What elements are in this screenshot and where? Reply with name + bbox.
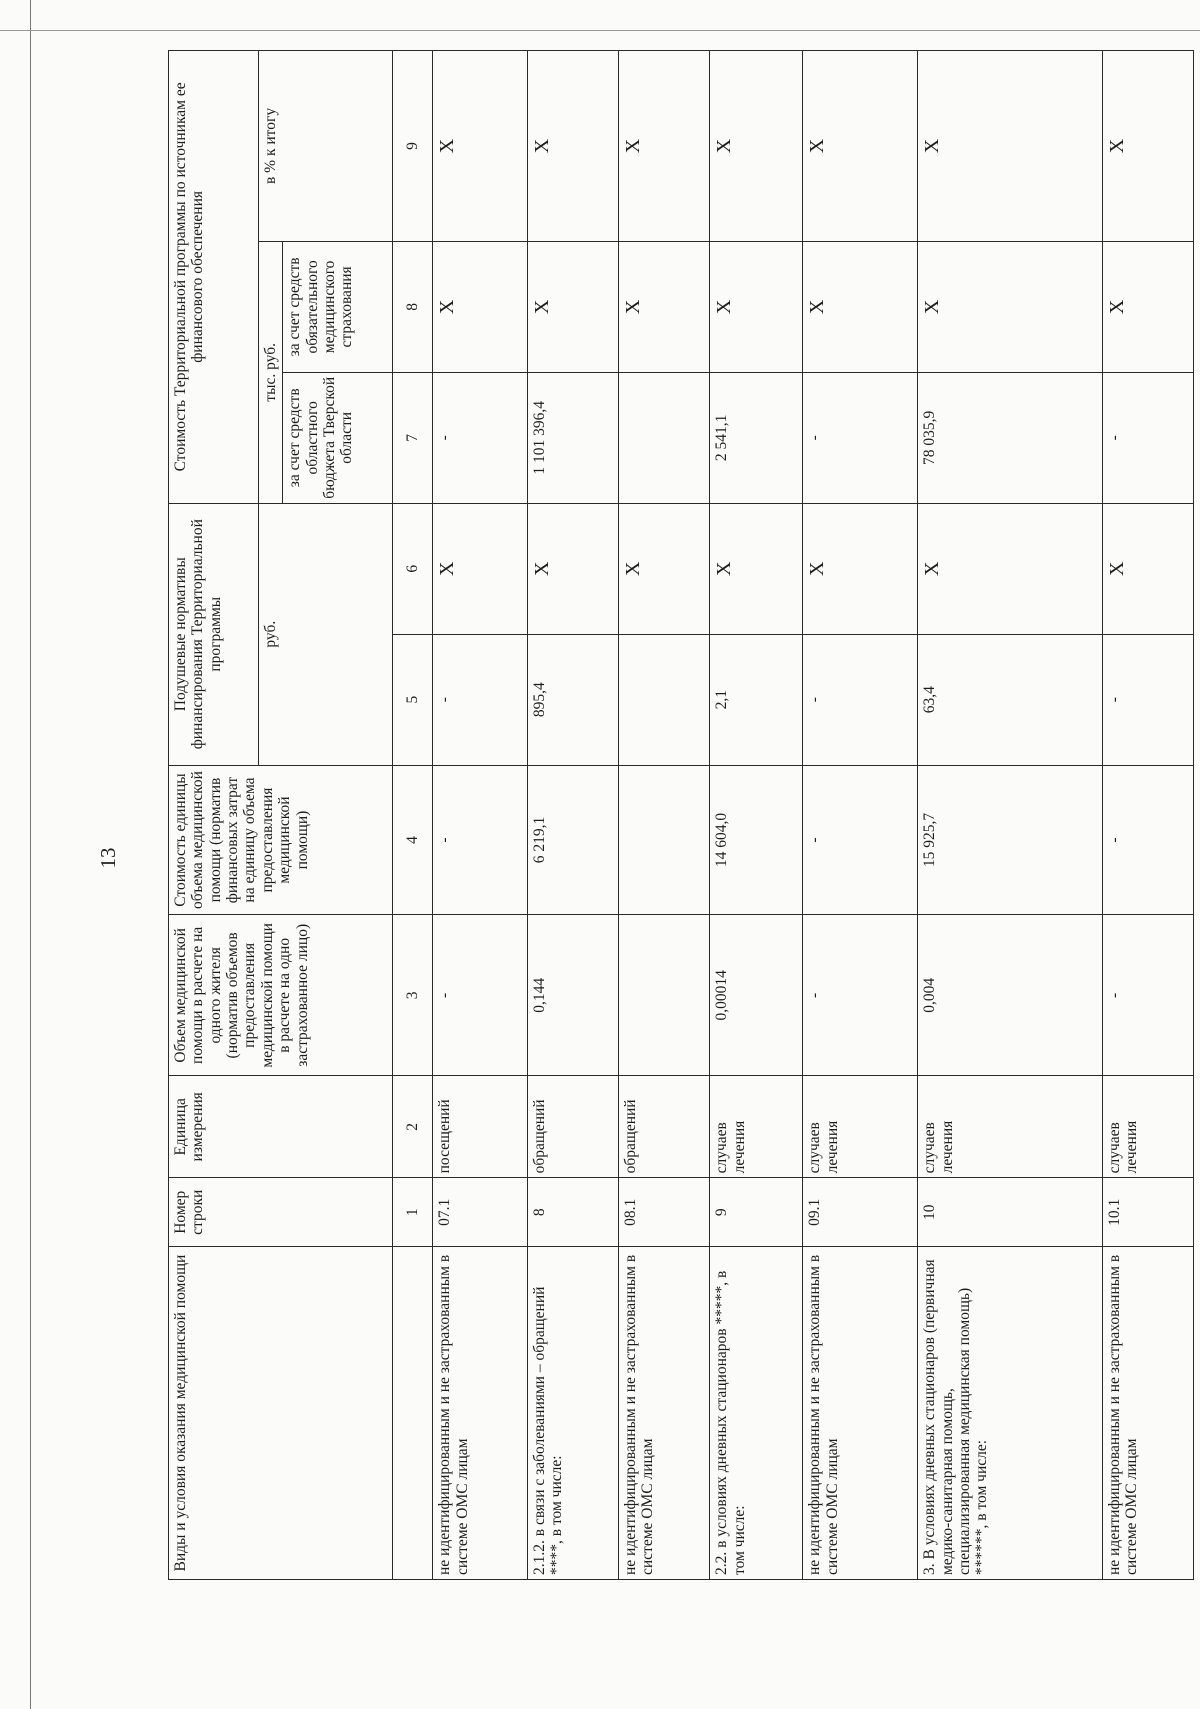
medical-care-table	[168, 50, 1194, 1580]
row-name: 3. В условиях дневных стационаров (первичная медико-санитарная помощь, специализированная медицинская помощь) ******, в том числе:	[918, 1247, 1102, 1580]
row-number: 9	[710, 1178, 803, 1247]
col-number-3: 3	[393, 915, 433, 1076]
row-number: 10.1	[1102, 1178, 1193, 1247]
header-cost: Стоимость Территориальной программы по источникам ее финансового обеспечения	[169, 51, 259, 504]
row-number: 10	[918, 1178, 1102, 1247]
row-percent: X	[433, 51, 527, 242]
table-row	[433, 51, 527, 1580]
row-volume: -	[433, 915, 527, 1076]
row-volume: -	[803, 915, 918, 1076]
row-volume: 0,144	[527, 915, 618, 1076]
row-cost-budget: -	[1102, 372, 1193, 503]
row-cost-oms: X	[433, 241, 527, 372]
scan-edge-line	[30, 0, 31, 1709]
row-pc-oms: X	[619, 503, 710, 634]
row-percent: X	[527, 51, 618, 242]
row-percent: X	[619, 51, 710, 242]
row-pc-oms: X	[918, 503, 1102, 634]
row-unit: случаев лечения	[710, 1076, 803, 1178]
row-name: не идентифицированным и не застрахованным в системе ОМС лицам	[803, 1247, 918, 1580]
header-cost-budget: за счет средств областного бюджета Тверской области	[283, 372, 393, 503]
row-pc-budget: -	[803, 634, 918, 765]
header-unit: Единица измерения	[169, 1076, 393, 1178]
table-row	[619, 51, 710, 1580]
row-unit: обращений	[619, 1076, 710, 1178]
row-unit-cost: 15 925,7	[918, 765, 1102, 915]
row-cost-budget: -	[433, 372, 527, 503]
row-percent: X	[1102, 51, 1193, 242]
column-numbers-row	[393, 51, 433, 1580]
row-percent: X	[918, 51, 1102, 242]
header-cost-oms: за счет средств обязательного медицинского страхования	[283, 241, 393, 372]
row-pc-budget: -	[1102, 634, 1193, 765]
row-cost-oms: X	[619, 241, 710, 372]
header-percent: в % к итогу	[259, 51, 393, 242]
row-cost-budget: 78 035,9	[918, 372, 1102, 503]
row-unit: случаев лечения	[803, 1076, 918, 1178]
row-cost-oms: X	[527, 241, 618, 372]
row-pc-budget: 2,1	[710, 634, 803, 765]
header-kinds: Виды и условия оказания медицинской помощи	[169, 1247, 393, 1580]
header-volume: Объем медицинской помощи в расчете на одного жителя (норматив объемов предоставления медицинской помощи в расчете на одно застрахованное лицо)	[169, 915, 393, 1076]
row-unit: случаев лечения	[1102, 1076, 1193, 1178]
row-name: 2.1.2. в связи с заболеваниями – обращений ****, в том числе:	[527, 1247, 618, 1580]
row-pc-oms: X	[1102, 503, 1193, 634]
row-number: 07.1	[433, 1178, 527, 1247]
table-row	[1102, 51, 1193, 1580]
row-cost-oms: X	[803, 241, 918, 372]
col-number-9: 9	[393, 51, 433, 242]
row-unit: случаев лечения	[918, 1076, 1102, 1178]
row-unit-cost: 14 604,0	[710, 765, 803, 915]
row-cost-budget: 2 541,1	[710, 372, 803, 503]
row-pc-budget: 895,4	[527, 634, 618, 765]
row-pc-budget	[619, 634, 710, 765]
row-unit: посещений	[433, 1076, 527, 1178]
page-number: 13	[96, 847, 120, 869]
row-unit-cost: -	[803, 765, 918, 915]
row-cost-budget: 1 101 396,4	[527, 372, 618, 503]
row-cost-oms: X	[710, 241, 803, 372]
row-pc-oms: X	[433, 503, 527, 634]
row-unit-cost	[619, 765, 710, 915]
table-row	[710, 51, 803, 1580]
row-name: не идентифицированным и не застрахованным в системе ОМС лицам	[1102, 1247, 1193, 1580]
row-volume: -	[1102, 915, 1193, 1076]
row-unit: обращений	[527, 1076, 618, 1178]
header-cost-unit: тыс. руб.	[259, 241, 283, 503]
row-volume: 0,00014	[710, 915, 803, 1076]
col-number-4: 4	[393, 765, 433, 915]
col-number-2: 2	[393, 1076, 433, 1178]
row-pc-oms: X	[803, 503, 918, 634]
row-pc-budget: 63,4	[918, 634, 1102, 765]
row-cost-budget	[619, 372, 710, 503]
col-number-5: 5	[393, 634, 433, 765]
table-row	[527, 51, 618, 1580]
rotated-table-container	[168, 50, 1194, 1580]
col-number-7: 7	[393, 372, 433, 503]
row-volume	[619, 915, 710, 1076]
row-cost-oms: X	[918, 241, 1102, 372]
row-volume: 0,004	[918, 915, 1102, 1076]
row-name: не идентифицированным и не застрахованным в системе ОМС лицам	[433, 1247, 527, 1580]
row-name: не идентифицированным и не застрахованным в системе ОМС лицам	[619, 1247, 710, 1580]
row-pc-oms: X	[527, 503, 618, 634]
row-unit-cost: 6 219,1	[527, 765, 618, 915]
row-cost-budget: -	[803, 372, 918, 503]
row-unit-cost: -	[433, 765, 527, 915]
header-unit-cost: Стоимость единицы объема медицинской помощи (норматив финансовых затрат на единицу объема предоставления медицинской помощи)	[169, 765, 393, 915]
header-per-capita: Подушевые нормативы финансирования Территориальной программы	[169, 503, 259, 765]
row-number: 09.1	[803, 1178, 918, 1247]
row-unit-cost: -	[1102, 765, 1193, 915]
row-percent: X	[710, 51, 803, 242]
header-per-capita-unit: руб.	[259, 503, 393, 765]
row-number: 08.1	[619, 1178, 710, 1247]
scan-top-line	[0, 30, 1200, 31]
col-number-1: 1	[393, 1178, 433, 1247]
col-number-8: 8	[393, 241, 433, 372]
table-row	[803, 51, 918, 1580]
row-cost-oms: X	[1102, 241, 1193, 372]
row-pc-oms: X	[710, 503, 803, 634]
row-number: 8	[527, 1178, 618, 1247]
row-pc-budget: -	[433, 634, 527, 765]
row-percent: X	[803, 51, 918, 242]
table-row	[918, 51, 1102, 1580]
header-row-number: Номер строки	[169, 1178, 393, 1247]
row-name: 2.2. в условиях дневных стационаров *****, в том числе:	[710, 1247, 803, 1580]
col-number-6: 6	[393, 503, 433, 634]
